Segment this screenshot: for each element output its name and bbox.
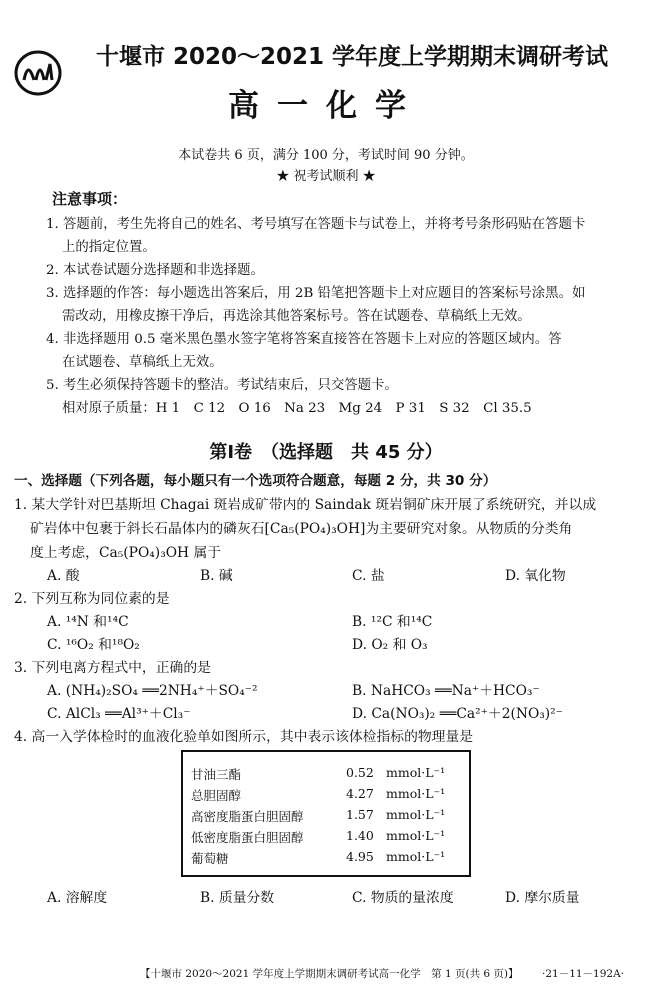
table-row-unit: mmol·L⁻¹	[386, 765, 446, 780]
q3-option-a: A. (NH₄)₂SO₄ ══2NH₄⁺＋SO₄⁻²	[47, 683, 258, 699]
atomic-mass-line: 相对原子质量：H 1 C 12 O 16 Na 23 Mg 24 P 31 S 32 Cl 35.5	[62, 401, 532, 416]
note-line: 在试题卷、草稿纸上无效。	[62, 355, 223, 370]
q3-option-b: B. NaHCO₃ ══Na⁺＋HCO₃⁻	[352, 683, 540, 699]
table-row-name: 甘油三酯	[191, 767, 242, 782]
table-row-value: 1.57	[346, 807, 374, 822]
page-footer: 【十堰市 2020～2021 学年度上学期期末调研考试高一化学 第 1 页(共 6 页)】	[140, 968, 519, 980]
exam-info: 本试卷共 6 页，满分 100 分，考试时间 90 分钟。	[178, 148, 474, 163]
note-line: 5. 考生必须保持答题卡的整洁。考试结束后，只交答题卡。	[46, 378, 398, 393]
question-1-line: 度上考虑，Ca₅(PO₄)₃OH 属于	[30, 545, 222, 561]
q4-option-d: D. 摩尔质量	[505, 890, 580, 906]
table-row-value: 0.52	[346, 765, 374, 780]
table-row-value: 1.40	[346, 828, 374, 843]
table-row-unit: mmol·L⁻¹	[386, 849, 446, 864]
question-1-line: 1. 某大学针对巴基斯坦 Chagai 斑岩成矿带内的 Saindak 斑岩铜矿床开展了系统研究，并以成	[14, 497, 597, 513]
table-row-name: 低密度脂蛋白胆固醇	[191, 830, 304, 845]
note-line: 上的指定位置。	[62, 240, 156, 255]
table-row-value: 4.95	[346, 849, 374, 864]
part-heading: 一、选择题（下列各题，每小题只有一个选项符合题意，每题 2 分，共 30 分）	[14, 473, 497, 489]
q2-option-c: C. ¹⁶O₂ 和¹⁸O₂	[47, 637, 140, 653]
table-row-name: 葡萄糖	[191, 851, 229, 866]
table-row-name: 总胆固醇	[191, 788, 242, 803]
table-row-unit: mmol·L⁻¹	[386, 828, 446, 843]
note-line: 需改动，用橡皮擦干净后，再选涂其他答案标号。答在试题卷、草稿纸上无效。	[62, 309, 531, 324]
question-4-stem: 4. 高一入学体检时的血液化验单如图所示，其中表示该体检指标的物理量是	[14, 729, 474, 745]
table-row-name: 高密度脂蛋白胆固醇	[191, 809, 304, 824]
q2-option-d: D. O₂ 和 O₃	[352, 637, 428, 653]
q4-option-c: C. 物质的量浓度	[352, 890, 454, 906]
note-line: 4. 非选择题用 0.5 毫米黑色墨水签字笔将答案直接答在答题卡上对应的答题区域内。答	[46, 332, 562, 347]
table-row-unit: mmol·L⁻¹	[386, 786, 446, 801]
q1-option-d: D. 氧化物	[505, 568, 566, 584]
q2-option-a: A. ¹⁴N 和¹⁴C	[47, 614, 129, 630]
q3-option-d: D. Ca(NO₃)₂ ══Ca²⁺＋2(NO₃)²⁻	[352, 706, 563, 722]
note-line: 1. 答题前，考生先将自己的姓名、考号填写在答题卡与试卷上，并将考号条形码贴在答题卡	[46, 217, 586, 232]
q3-option-c: C. AlCl₃ ══Al³⁺＋Cl₃⁻	[47, 706, 191, 722]
question-3-stem: 3. 下列电离方程式中，正确的是	[14, 660, 211, 676]
table-row-unit: mmol·L⁻¹	[386, 807, 446, 822]
paper-code: ·21－11－192A·	[542, 968, 625, 980]
subject-title: 高一化学	[228, 88, 424, 124]
q1-option-c: C. 盐	[352, 568, 385, 584]
notes-heading: 注意事项：	[52, 190, 128, 208]
q4-option-a: A. 溶解度	[47, 890, 108, 906]
question-1-line: 矿岩体中包裹于斜长石晶体内的磷灰石[Ca₅(PO₄)₃OH]为主要研究对象。从物质的分类角	[30, 521, 573, 537]
q4-option-b: B. 质量分数	[200, 890, 275, 906]
q2-option-b: B. ¹²C 和¹⁴C	[352, 614, 433, 630]
question-2-stem: 2. 下列互称为同位素的是	[14, 591, 170, 607]
note-line: 3. 选择题的作答：每小题选出答案后，用 2B 铅笔把答题卡上对应题目的答案标号涂黑。如	[46, 286, 586, 301]
section-title: 第Ⅰ卷 （选择题 共 45 分）	[209, 442, 443, 463]
note-line: 2. 本试卷试题分选择题和非选择题。	[46, 263, 264, 278]
q1-option-b: B. 碱	[200, 568, 233, 584]
exam-wish: ★ 祝考试顺利 ★	[276, 169, 376, 184]
exam-title: 十堰市 2020～2021 学年度上学期期末调研考试	[96, 44, 609, 70]
table-row-value: 4.27	[346, 786, 374, 801]
q1-option-a: A. 酸	[47, 568, 80, 584]
